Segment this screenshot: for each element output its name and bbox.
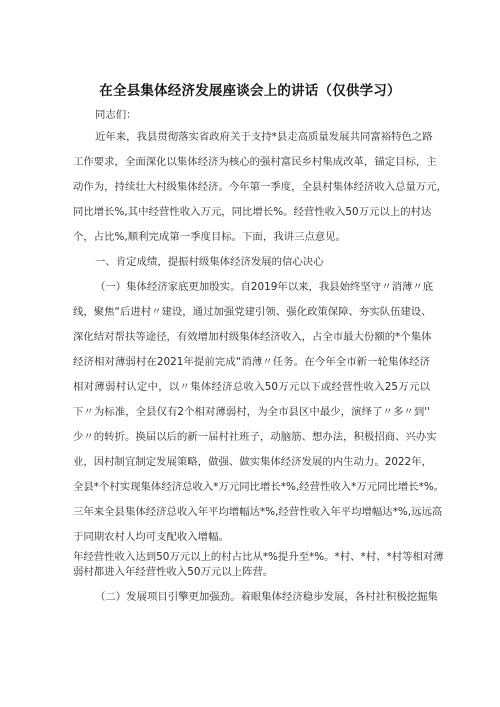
- document-title: 在全县集体经济发展座谈会上的讲话（仅供学习）: [99, 83, 401, 99]
- paragraph-line: 线，聚焦“后进村〃建设，通过加强党建引领、强化政策保障、夯实队伍建设、: [73, 306, 432, 318]
- paragraph-line: 年经营性收入达到50万元以上的村占比从*%提升至*%。*村、*村、*村等相对薄: [73, 551, 444, 563]
- paragraph-line: 经济相对薄弱村在2021年提前完成“消薄〃任务。在今年全市新一轮集体经济: [73, 356, 430, 368]
- paragraph-line: 工作要求，全面深化以集体经济为核心的强村富民乡村集成改革，锚定目标，主: [73, 156, 437, 168]
- paragraph-line: 近年来，我县贯彻落实省政府关于支持*县走高质量发展共同富裕特色之路: [95, 131, 433, 143]
- paragraph-line: 业，因村制宜制定发展策略，做强、做实集体经济发展的内生动力。2022年，: [73, 456, 432, 468]
- paragraph-line: 个，占比%,顺利完成第一季度目标。下面，我讲三点意见。: [73, 231, 346, 243]
- paragraph-line: 于同期农村人均可支配收入增幅。: [73, 531, 229, 543]
- paragraph-line: 三年来全县集体经济总收入年平均增幅达*%,经营性收入年平均增幅达*%,远远高: [73, 506, 443, 518]
- paragraph-line: 全县*个村实现集体经济总收入*万元同比增长*%,经营性收入*万元同比增长*%。: [73, 481, 445, 493]
- paragraph-line: 动作为，持续壮大村级集体经济。今年第一季度，全县村集体经济收入总量万元，: [73, 181, 448, 193]
- paragraph-line: 少〃的转折。换届以后的新一届村社班子，动脑筋、想办法，积极招商、兴办实: [73, 431, 437, 443]
- paragraph-line: （一）集体经济家底更加殷实。自2019年以来，我县始终坚守〃消薄〃底: [95, 281, 434, 293]
- paragraph-line: 相对薄弱村认定中，以〃集体经济总收入50万元以下或经营性收入25万元以: [73, 381, 430, 393]
- paragraph-line: 同比增长%,其中经营性收入万元，同比增长%。经营性收入50万元以上的村达: [73, 206, 432, 218]
- section-heading: 一、肯定成绩，提振村级集体经济发展的信心决心: [95, 256, 324, 268]
- paragraph-line: 弱村都进入年经营性收入50万元以上阵营。: [73, 566, 274, 578]
- salutation: 同志们：: [95, 109, 137, 121]
- paragraph-line: （二）发展项目引擎更加强劲。着眼集体经济稳步发展，各村社积极挖掘集: [95, 591, 438, 603]
- paragraph-line: 下〃为标准，全县仅有2个相对薄弱村，为全市县区中最少，演绎了〃多〃到'': [73, 406, 430, 418]
- paragraph-line: 深化结对帮扶等途径，有效增加村级集体经济收入，占全市最大份额的*个集体: [73, 331, 432, 343]
